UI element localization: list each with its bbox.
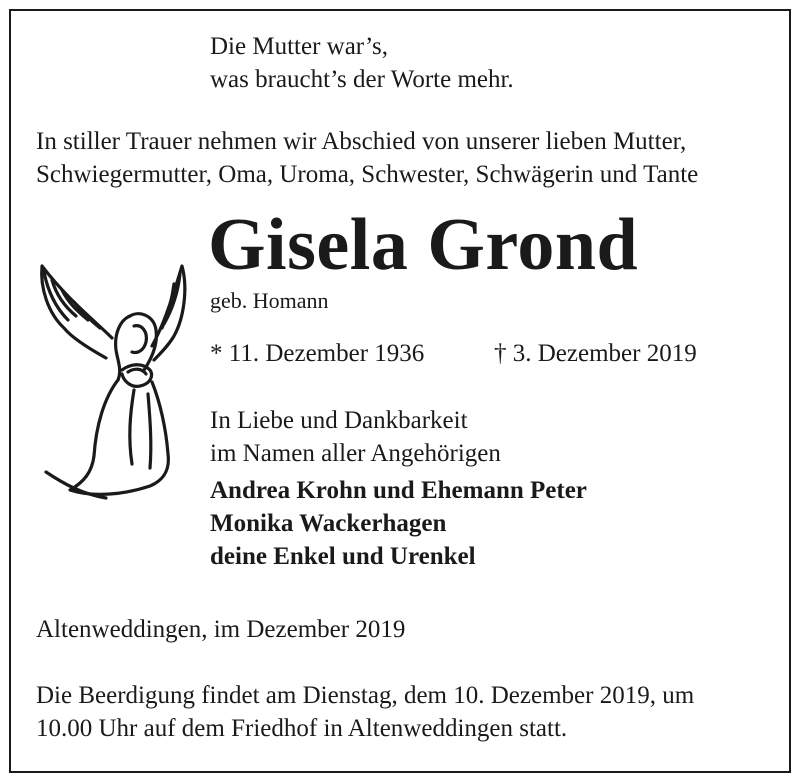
mourning-text [210,404,501,470]
angel-icon [34,258,194,508]
place-date: Altenweddingen, im Dezember 2019 [36,616,406,643]
death-date: † 3. Dezember 2019 [494,340,697,367]
mourning-line-2: im Namen aller Angehörigen [210,440,501,467]
motto-line-2: was braucht’s der Worte mehr. [210,66,514,93]
motto-line-1: Die Mutter war’s, [210,33,388,60]
intro-text [36,125,698,191]
mourning-line-1: In Liebe und Dankbarkeit [210,407,468,434]
funeral-line-1: Die Beerdigung findet am Dienstag, dem 10. Dezember 2019, um [36,682,695,709]
deceased-name: Gisela Grond [208,204,639,286]
motto-quote [210,30,514,96]
family-members [210,474,587,573]
funeral-info [36,679,694,745]
funeral-line-2: 10.00 Uhr auf dem Friedhof in Altenweddingen statt. [36,715,568,742]
family-member: deine Enkel und Urenkel [210,543,476,570]
birth-name: geb. Homann [210,288,329,313]
family-member: Monika Wackerhagen [210,510,447,537]
birth-date: * 11. Dezember 1936 [210,340,425,367]
family-member: Andrea Krohn und Ehemann Peter [210,477,587,504]
intro-line-1: In stiller Trauer nehmen wir Abschied von unserer lieben Mutter, [36,128,687,155]
intro-line-2: Schwiegermutter, Oma, Uroma, Schwester, Schwägerin und Tante [36,161,699,188]
